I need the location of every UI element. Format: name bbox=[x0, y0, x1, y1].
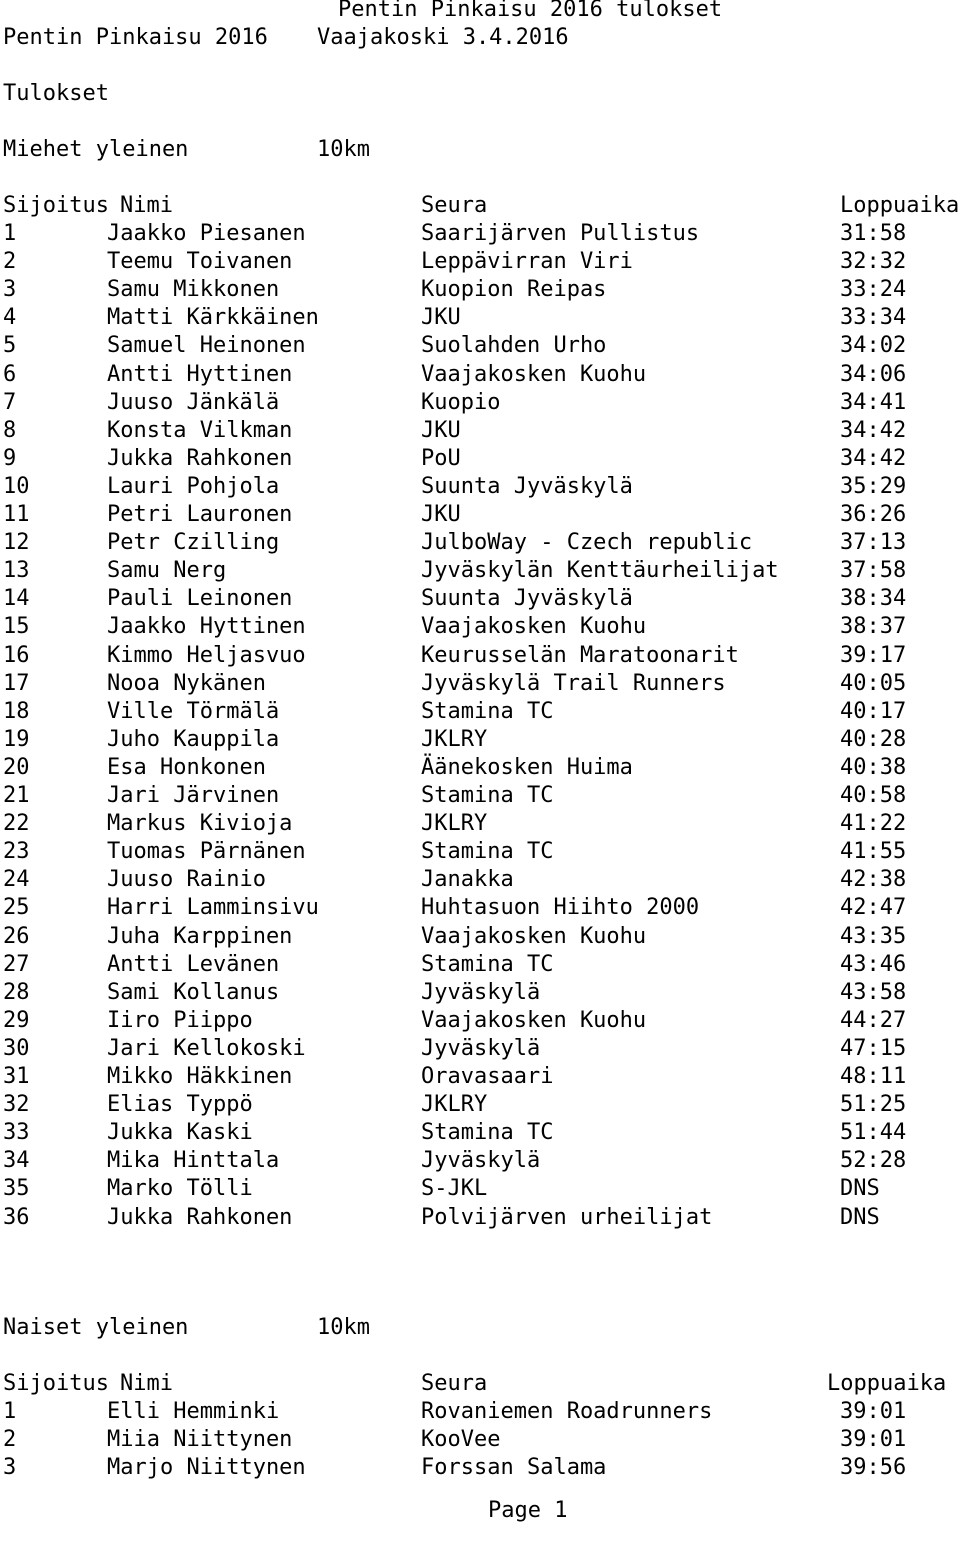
runner-name: Tuomas Pärnänen bbox=[107, 839, 306, 865]
col-header-pos: Sijoitus bbox=[3, 1371, 109, 1396]
result-position: 15 bbox=[3, 614, 30, 640]
runner-club: Vaajakosken Kuohu bbox=[421, 614, 647, 640]
finish-time: 40:38 bbox=[840, 754, 907, 780]
finish-time: 36:26 bbox=[840, 502, 907, 527]
col-header-pos: Sijoitus bbox=[3, 193, 109, 218]
runner-club: Kuopion Reipas bbox=[421, 277, 607, 303]
finish-time: 39:01 bbox=[840, 1427, 907, 1452]
runner-name: Jukka Rahkonen bbox=[107, 445, 293, 471]
runner-name: Elias Typpö bbox=[107, 1092, 253, 1118]
finish-time: 51:25 bbox=[840, 1092, 907, 1118]
col-header-time: Loppuaika bbox=[840, 193, 960, 218]
runner-club: JulboWay - Czech republic bbox=[421, 530, 753, 556]
runner-club: Jyväskylä bbox=[421, 979, 541, 1005]
finish-time: 37:13 bbox=[840, 530, 907, 556]
finish-time: 34:06 bbox=[840, 361, 907, 387]
finish-time: 47:15 bbox=[840, 1035, 907, 1061]
result-position: 34 bbox=[3, 1148, 30, 1174]
results-heading-line bbox=[0, 80, 109, 108]
runner-club: Kuopio bbox=[421, 389, 501, 415]
runner-club: Jyväskylä Trail Runners bbox=[421, 670, 726, 696]
col-header-name: Nimi bbox=[120, 193, 173, 218]
result-position: 24 bbox=[3, 867, 30, 893]
result-position: 25 bbox=[3, 895, 30, 921]
runner-name: Nooa Nykänen bbox=[107, 670, 266, 696]
runner-club: JKLRY bbox=[421, 726, 488, 752]
runner-club: Vaajakosken Kuohu bbox=[421, 1007, 647, 1033]
runner-club: JKLRY bbox=[421, 811, 488, 837]
women-distance: 10km bbox=[317, 1315, 370, 1340]
men-category-line bbox=[0, 136, 370, 164]
runner-club: Keurusselän Maratoonarit bbox=[421, 642, 739, 668]
event-name: Pentin Pinkaisu 2016 bbox=[3, 25, 268, 50]
col-header-name: Nimi bbox=[120, 1371, 173, 1396]
finish-time: 48:11 bbox=[840, 1064, 907, 1089]
finish-time: 43:58 bbox=[840, 979, 907, 1005]
runner-name: Markus Kivioja bbox=[107, 811, 293, 837]
runner-name: Samu Nerg bbox=[107, 558, 227, 584]
runner-club: Stamina TC bbox=[421, 1120, 554, 1146]
finish-time: 35:29 bbox=[840, 473, 907, 499]
result-position: 1 bbox=[3, 221, 17, 246]
runner-name: Juuso Rainio bbox=[107, 867, 266, 893]
result-position: 2 bbox=[3, 249, 17, 275]
runner-name: Iiro Piippo bbox=[107, 1007, 253, 1033]
runner-name: Juho Kauppila bbox=[107, 726, 280, 752]
finish-time: 34:42 bbox=[840, 445, 907, 471]
runner-name: Mikko Häkkinen bbox=[107, 1064, 293, 1089]
result-position: 19 bbox=[3, 726, 30, 752]
result-position: 3 bbox=[3, 277, 17, 303]
runner-club: Forssan Salama bbox=[421, 1455, 607, 1480]
runner-name: Pauli Leinonen bbox=[107, 586, 293, 612]
runner-name: Jari Kellokoski bbox=[107, 1035, 306, 1061]
event-location-date: Vaajakoski 3.4.2016 bbox=[317, 25, 569, 50]
runner-name: Matti Kärkkäinen bbox=[107, 305, 319, 331]
runner-name: Jukka Rahkonen bbox=[107, 1204, 293, 1230]
finish-time: 43:35 bbox=[840, 923, 907, 949]
result-position: 35 bbox=[3, 1176, 30, 1202]
finish-time: 41:22 bbox=[840, 811, 907, 837]
runner-club: Äänekosken Huima bbox=[421, 754, 633, 780]
runner-name: Marko Tölli bbox=[107, 1176, 253, 1202]
result-position: 31 bbox=[3, 1064, 30, 1089]
men-column-headers bbox=[0, 192, 960, 220]
result-position: 21 bbox=[3, 783, 30, 808]
results-heading: Tulokset bbox=[3, 81, 109, 106]
women-category-line bbox=[0, 1314, 370, 1342]
result-position: 33 bbox=[3, 1120, 30, 1146]
runner-name: Petr Czilling bbox=[107, 530, 280, 556]
finish-time: 41:55 bbox=[840, 839, 907, 865]
result-position: 36 bbox=[3, 1204, 30, 1230]
result-position: 9 bbox=[3, 445, 17, 471]
result-position: 8 bbox=[3, 417, 17, 443]
runner-club: Suunta Jyväskylä bbox=[421, 473, 633, 499]
finish-time: 40:17 bbox=[840, 698, 907, 724]
runner-club: Janakka bbox=[421, 867, 514, 893]
runner-club: JKU bbox=[421, 502, 461, 527]
runner-club: PoU bbox=[421, 445, 461, 471]
finish-time: 43:46 bbox=[840, 951, 907, 977]
result-position: 7 bbox=[3, 389, 17, 415]
finish-time: 51:44 bbox=[840, 1120, 907, 1146]
runner-club: Suolahden Urho bbox=[421, 333, 607, 359]
runner-name: Antti Levänen bbox=[107, 951, 280, 977]
finish-time: 40:58 bbox=[840, 783, 907, 808]
finish-time: 33:24 bbox=[840, 277, 907, 303]
runner-club: Jyväskylä bbox=[421, 1148, 541, 1174]
finish-time: 39:56 bbox=[840, 1455, 907, 1480]
runner-club: Leppävirran Viri bbox=[421, 249, 633, 275]
result-position: 26 bbox=[3, 923, 30, 949]
runner-club: Stamina TC bbox=[421, 698, 554, 724]
result-position: 17 bbox=[3, 670, 30, 696]
runner-club: Saarijärven Pullistus bbox=[421, 221, 700, 246]
result-position: 30 bbox=[3, 1035, 30, 1061]
runner-name: Konsta Vilkman bbox=[107, 417, 293, 443]
finish-time: 38:37 bbox=[840, 614, 907, 640]
runner-club: Polvijärven urheilijat bbox=[421, 1204, 713, 1230]
result-position: 6 bbox=[3, 361, 17, 387]
men-distance: 10km bbox=[317, 137, 370, 162]
runner-name: Harri Lamminsivu bbox=[107, 895, 319, 921]
result-position: 23 bbox=[3, 839, 30, 865]
finish-time: 42:47 bbox=[840, 895, 907, 921]
runner-club: Stamina TC bbox=[421, 951, 554, 977]
runner-club: Stamina TC bbox=[421, 839, 554, 865]
runner-name: Lauri Pohjola bbox=[107, 473, 280, 499]
runner-club: Oravasaari bbox=[421, 1064, 554, 1089]
runner-club: Suunta Jyväskylä bbox=[421, 586, 633, 612]
result-position: 32 bbox=[3, 1092, 30, 1118]
result-position: 12 bbox=[3, 530, 30, 556]
result-position: 13 bbox=[3, 558, 30, 584]
col-header-time: Loppuaika bbox=[827, 1371, 947, 1396]
finish-time: 34:42 bbox=[840, 417, 907, 443]
runner-name: Ville Törmälä bbox=[107, 698, 280, 724]
document-title: Pentin Pinkaisu 2016 tulokset bbox=[338, 0, 723, 22]
men-category: Miehet yleinen bbox=[3, 137, 189, 162]
result-position: 1 bbox=[3, 1399, 17, 1424]
result-position: 29 bbox=[3, 1007, 30, 1033]
runner-name: Sami Kollanus bbox=[107, 979, 280, 1005]
women-column-headers bbox=[0, 1370, 947, 1398]
finish-time: 34:41 bbox=[840, 389, 907, 415]
finish-time: 38:34 bbox=[840, 586, 907, 612]
header-line-2 bbox=[0, 24, 569, 52]
runner-club: Jyväskylä bbox=[421, 1035, 541, 1061]
finish-time: DNS bbox=[840, 1176, 880, 1202]
result-position: 4 bbox=[3, 305, 17, 331]
runner-club: JKU bbox=[421, 305, 461, 331]
col-header-club: Seura bbox=[421, 193, 488, 218]
result-position: 27 bbox=[3, 951, 30, 977]
finish-time: 42:38 bbox=[840, 867, 907, 893]
finish-time: 40:05 bbox=[840, 670, 907, 696]
runner-club: KooVee bbox=[421, 1427, 501, 1452]
runner-name: Juuso Jänkälä bbox=[107, 389, 280, 415]
women-category: Naiset yleinen bbox=[3, 1315, 189, 1340]
col-header-club: Seura bbox=[421, 1371, 488, 1396]
runner-name: Marjo Niittynen bbox=[107, 1455, 306, 1480]
runner-name: Jari Järvinen bbox=[107, 783, 280, 808]
runner-name: Jaakko Hyttinen bbox=[107, 614, 306, 640]
runner-name: Samuel Heinonen bbox=[107, 333, 306, 359]
runner-name: Teemu Toivanen bbox=[107, 249, 293, 275]
runner-club: S-JKL bbox=[421, 1176, 488, 1202]
finish-time: 33:34 bbox=[840, 305, 907, 331]
result-position: 2 bbox=[3, 1427, 17, 1452]
finish-time: 52:28 bbox=[840, 1148, 907, 1174]
footer-line bbox=[0, 1497, 568, 1525]
runner-name: Elli Hemminki bbox=[107, 1399, 280, 1424]
runner-name: Miia Niittynen bbox=[107, 1427, 293, 1452]
runner-name: Samu Mikkonen bbox=[107, 277, 280, 303]
runner-name: Kimmo Heljasvuo bbox=[107, 642, 306, 668]
finish-time: 39:01 bbox=[840, 1399, 907, 1424]
runner-name: Antti Hyttinen bbox=[107, 361, 293, 387]
finish-time: 34:02 bbox=[840, 333, 907, 359]
finish-time: DNS bbox=[840, 1204, 880, 1230]
result-position: 18 bbox=[3, 698, 30, 724]
runner-name: Petri Lauronen bbox=[107, 502, 293, 527]
finish-time: 31:58 bbox=[840, 221, 907, 246]
result-position: 22 bbox=[3, 811, 30, 837]
runner-name: Esa Honkonen bbox=[107, 754, 266, 780]
runner-club: Huhtasuon Hiihto 2000 bbox=[421, 895, 700, 921]
runner-club: JKU bbox=[421, 417, 461, 443]
runner-club: Stamina TC bbox=[421, 783, 554, 808]
finish-time: 32:32 bbox=[840, 249, 907, 275]
runner-club: Vaajakosken Kuohu bbox=[421, 361, 647, 387]
runner-club: JKLRY bbox=[421, 1092, 488, 1118]
result-position: 16 bbox=[3, 642, 30, 668]
result-position: 3 bbox=[3, 1455, 17, 1480]
finish-time: 44:27 bbox=[840, 1007, 907, 1033]
result-position: 14 bbox=[3, 586, 30, 612]
runner-name: Juha Karppinen bbox=[107, 923, 293, 949]
result-position: 11 bbox=[3, 502, 30, 527]
page-number: Page 1 bbox=[488, 1498, 568, 1523]
runner-name: Jaakko Piesanen bbox=[107, 221, 306, 246]
finish-time: 37:58 bbox=[840, 558, 907, 584]
runner-name: Mika Hinttala bbox=[107, 1148, 280, 1174]
header-line-1 bbox=[0, 0, 723, 24]
result-position: 10 bbox=[3, 473, 30, 499]
finish-time: 40:28 bbox=[840, 726, 907, 752]
runner-name: Jukka Kaski bbox=[107, 1120, 253, 1146]
runner-club: Rovaniemen Roadrunners bbox=[421, 1399, 713, 1424]
runner-club: Vaajakosken Kuohu bbox=[421, 923, 647, 949]
runner-club: Jyväskylän Kenttäurheilijat bbox=[421, 558, 779, 584]
result-position: 28 bbox=[3, 979, 30, 1005]
result-position: 5 bbox=[3, 333, 17, 359]
finish-time: 39:17 bbox=[840, 642, 907, 668]
result-position: 20 bbox=[3, 754, 30, 780]
